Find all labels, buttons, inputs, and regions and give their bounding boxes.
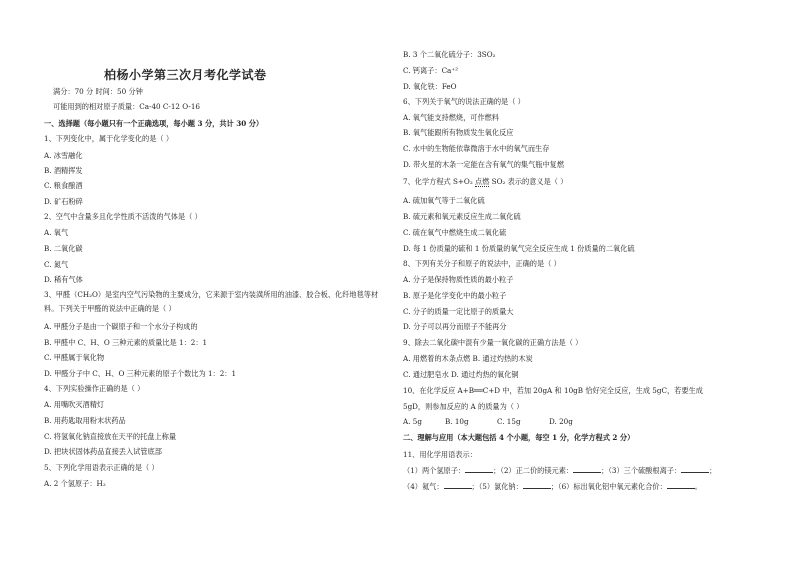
q8-option-a: A. 分子是保持物质性质的最小粒子 (403, 275, 514, 284)
q7-condition: 点燃 (475, 177, 490, 186)
question-8: 8、下列有关分子和原子的说法中，正确的是（ ） (403, 259, 561, 268)
q1-option-b: B. 酒精挥发 (44, 166, 83, 175)
answer-blank[interactable] (667, 481, 695, 489)
q7-suffix: SO₂ 表示的意义是（ ） (489, 177, 568, 186)
q6-option-a: A. 氧气能支持燃烧，可作燃料 (403, 113, 500, 122)
q7-option-c: C. 硫在氧气中燃烧生成二氧化硫 (403, 228, 507, 237)
answer-blank[interactable] (523, 481, 551, 489)
q2-option-d: D. 稀有气体 (44, 275, 83, 284)
q6-option-c: C. 水中的生物能依靠微溶于水中的氧气而生存 (403, 144, 550, 153)
question-2: 2、空气中含量多且化学性质不活泼的气体是（ ） (44, 212, 202, 221)
q3-option-d: D. 甲醛分子中 C、H、O 三种元素的原子个数比为 1：2：1 (44, 369, 237, 378)
page-title: 柏杨小学第三次月考化学试卷 (104, 68, 267, 82)
q11-row1 (403, 465, 716, 475)
q8-option-d: D. 分子可以再分而原子不能再分 (403, 322, 507, 331)
answer-blank[interactable] (573, 465, 601, 473)
q1-option-d: D. 矿石粉碎 (44, 197, 83, 206)
q8-option-c: C. 分子的质量一定比原子的质量大 (403, 307, 514, 316)
q5-option-b: B. 3 个二氧化硫分子：3SO₂ (403, 50, 496, 59)
q11-part5: ；（5）氯化钠： (471, 482, 523, 491)
q10-option-d: D. 20g (549, 417, 573, 426)
q7-option-b: B. 硫元素和氧元素反应生成二氧化硫 (403, 212, 521, 221)
q11-row2-end: 。 (694, 482, 702, 491)
q2-option-a: A. 氧气 (44, 228, 69, 237)
score-time: 满分：70 分 时间：50 分钟 (53, 87, 143, 96)
q11-part6: ；（6）标出氧化铝中氧元素化合价： (550, 482, 667, 491)
q9-options-ab: A. 用燃着的木条点燃 B. 通过灼热的木炭 (403, 354, 533, 363)
q7-option-d: D. 每 1 份质量的硫和 1 份质量的氧气完全反应生成 1 份质量的二氧化硫 (403, 244, 635, 253)
answer-blank[interactable] (681, 465, 709, 473)
question-7 (403, 177, 567, 186)
question-10-line1: 10、在化学反应 A+B══C+D 中，若加 20gA 和 10gB 恰好完全反应，生成 5gC，若要生成 (403, 386, 703, 395)
q3-option-a: A. 甲醛分子是由一个碳原子和一个水分子构成的 (44, 322, 198, 331)
q6-option-d: D. 带火星的木条一定能在含有氧气的集气瓶中复燃 (403, 160, 565, 169)
question-9: 9、除去二氧化碳中混有少量一氧化碳的正确方法是（ ） (403, 338, 583, 347)
q5-option-d: D. 氧化铁：FeO (403, 82, 457, 91)
q11-part3: ；（3）三个硫酸根离子： (601, 466, 682, 475)
question-3: 3、甲醛（CH₂O）是室内空气污染物的主要成分，它来源于室内装潢所用的油漆、胶合板、化纤地毯等材料。下列关于甲醛的说法中正确的是（ ） (44, 290, 379, 313)
q10-option-b: B. 10g (445, 417, 469, 426)
q2-option-c: C. 氮气 (44, 260, 69, 269)
question-11: 11、用化学用语表示： (403, 450, 477, 459)
q4-option-d: D. 把块状固体药品直接丢入试管底部 (44, 447, 162, 456)
q11-part4: （4）氦气： (403, 482, 444, 491)
q7-prefix: 7、化学方程式 S+O₂ (403, 177, 475, 186)
atomic-mass: 可能用到的相对原子质量：Ca-40 C-12 O-16 (53, 102, 200, 111)
q3-option-b: B. 甲醛中 C、H、O 三种元素的质量比是 1：2：1 (44, 338, 208, 347)
q1-option-c: C. 粮食酿酒 (44, 181, 83, 190)
q1-option-a: A. 冰雪融化 (44, 151, 83, 160)
question-6: 6、下列关于氧气的说法正确的是（ ） (403, 97, 525, 106)
q11-part2: ；（2）正二价的镁元素： (493, 466, 574, 475)
q3-option-c: C. 甲醛属于氧化物 (44, 353, 105, 362)
q4-option-c: C. 将氢氧化钠直接放在天平的托盘上称量 (44, 432, 177, 441)
q10-option-c: C. 15g (497, 417, 521, 426)
q9-options-cd: C. 通过肥皂水 D. 通过灼热的氧化铜 (403, 370, 519, 379)
q4-option-a: A. 用嘴吹灭酒精灯 (44, 400, 105, 409)
q11-row2 (403, 481, 702, 491)
answer-blank[interactable] (465, 465, 493, 473)
question-1: 1、下列变化中，属于化学变化的是（ ） (44, 134, 174, 143)
q2-option-b: B. 二氧化碳 (44, 244, 83, 253)
q11-part1: （1）两个氢原子： (403, 466, 466, 475)
q5-option-c: C. 钙离子：Ca⁺² (403, 66, 459, 75)
answer-blank[interactable] (444, 481, 472, 489)
q7-option-a: A. 硫加氧气等于二氧化硫 (403, 196, 485, 205)
section2-header: 二、理解与应用（本大题包括 4 个小题，每空 1 分，化学方程式 2 分） (403, 433, 635, 442)
question-4: 4、下列实验操作正确的是（ ） (44, 384, 145, 393)
q6-option-b: B. 氧气能跟所有物质发生氧化反应 (403, 128, 514, 137)
q8-option-b: B. 原子是化学变化中的最小粒子 (403, 291, 507, 300)
question-10-line2: 5gD，则参加反应的 A 的质量为（ ） (403, 402, 524, 411)
q5-option-a: A. 2 个氢原子：H₂ (44, 479, 106, 488)
q10-option-a: A. 5g (403, 417, 422, 426)
section1-header: 一、选择题（每小题只有一个正确选项，每小题 3 分，共计 30 分） (44, 119, 264, 128)
question-5: 5、下列化学用语表示正确的是（ ） (44, 463, 159, 472)
q11-row1-end: ； (709, 466, 717, 475)
q4-option-b: B. 用药匙取用粉末状药品 (44, 416, 126, 425)
